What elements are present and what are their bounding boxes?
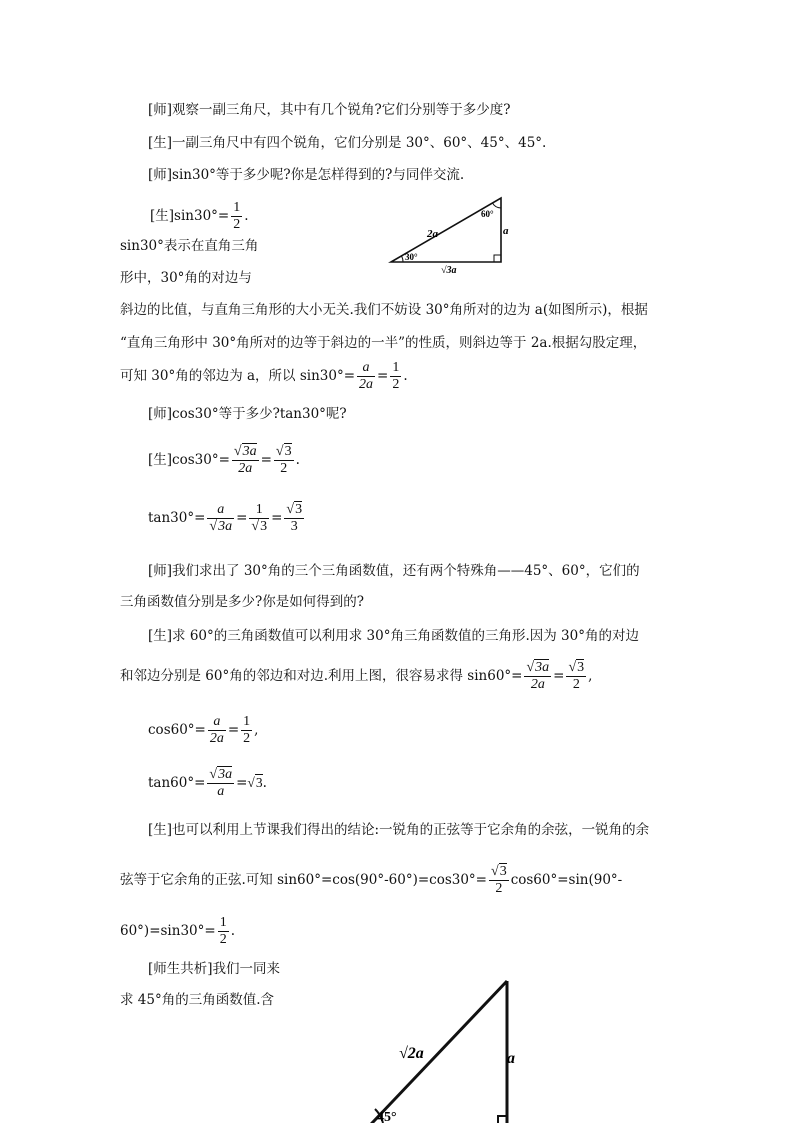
- denominator: 3: [284, 518, 304, 535]
- fraction-half: [218, 915, 229, 948]
- label-hyp: 2a: [427, 228, 438, 240]
- fraction-root3-over-3: $\frac{√3}{3}$: [286, 502, 303, 534]
- paragraph-line: 求 45°角的三角函数值.含: [120, 992, 275, 1008]
- numerator: 1: [233, 200, 241, 215]
- statement-text: [生]cos30°=: [148, 452, 230, 468]
- student-answer-complement: [生]也可以利用上节课我们得出的结论:一锐角的正弦等于它余角的余弦，一锐角的余: [148, 822, 650, 838]
- paragraph-line: 形中，30°角的对边与: [120, 270, 252, 286]
- numerator: a: [217, 502, 225, 517]
- statement-text: 和邻边分别是 60°角的邻边和对边.利用上图，很容易求得 sin60°=: [120, 668, 523, 684]
- label-angle-60: 60°: [481, 209, 494, 219]
- paragraph-line: “直角三角形中 30°角所对的边等于斜边的一半”的性质，则斜边等于 2a.根据勾股定理，: [120, 335, 647, 351]
- fraction-root3-over-2: $\frac{√3}{2}$: [491, 864, 507, 896]
- tan30-answer: tan30°= $\frac{a}{√3a}$ = $\frac{1}{√3}$ = $\frac{√3}{3}$: [148, 502, 303, 534]
- period: .: [295, 452, 300, 468]
- label-angle-30: 30°: [405, 252, 418, 262]
- radicand: 3a: [218, 519, 233, 534]
- denominator: 2: [243, 731, 251, 746]
- student-answer-60: [生]求 60°的三角函数值可以利用求 30°角三角函数值的三角形.因为 30°角的对边: [148, 628, 639, 644]
- period: .: [230, 923, 235, 939]
- numerator: a: [362, 360, 370, 375]
- radicand: 3: [284, 444, 292, 459]
- cos60-derivation: cos60°= $\frac{a}{2a}$ = $\frac{1}{2}$ ,: [148, 714, 259, 746]
- fraction-root3a-over-2a: $\frac{√3a}{2a}$: [233, 444, 257, 476]
- fraction-half: [231, 200, 242, 233]
- statement-text: cos60°=: [148, 722, 206, 738]
- statement-text: 弦等于它余角的正弦.可知 sin60°=cos(90°-60°)=cos30°=: [120, 872, 487, 888]
- paragraph-line: 三角函数值分别是多少?你是如何得到的?: [120, 594, 364, 610]
- denominator: 2: [566, 676, 586, 693]
- student-answer-sin30: [150, 200, 249, 233]
- radicand: 3: [499, 864, 507, 879]
- tan60-derivation: tan60°= $\frac{√3a}{a}$ =√3.: [148, 767, 267, 799]
- statement-text: [生]sin30°=: [150, 208, 230, 224]
- fraction-root3-over-2: $\frac{√3}{2}$: [568, 660, 585, 692]
- triangle-30-60-figure: [385, 192, 510, 274]
- teacher-question-1: [师]观察一副三角尺，其中有几个锐角?它们分别等于多少度?: [148, 102, 511, 118]
- fraction-a-over-root3a: $\frac{a}{√3a}$: [209, 502, 233, 534]
- label-angle-45: 45°: [377, 1110, 397, 1123]
- statement-text: tan60°=: [148, 775, 206, 791]
- period: .: [244, 208, 249, 224]
- label-opp: a: [503, 225, 509, 237]
- radicand: 3a: [242, 444, 257, 459]
- radicand: 3a: [218, 767, 233, 782]
- paragraph-line: 斜边的比值，与直角三角形的大小无关.我们不妨设 30°角所对的边为 a(如图所示)，根据: [120, 302, 648, 318]
- sin30-derivation: 可知 30°角的邻边为 a，所以 sin30°= $\frac{a}{2a}$ = $\frac{1}{2}$ .: [120, 360, 408, 392]
- denominator: 2: [233, 217, 241, 232]
- label-adj: √3a: [441, 265, 457, 274]
- teacher-question-2: [师]sin30°等于多少呢?你是怎样得到的?与同伴交流.: [148, 167, 465, 183]
- triangle-45-figure: [355, 975, 525, 1123]
- cos30-answer: [生]cos30°= $\frac{√3a}{2a}$ = $\frac{√3}{2}$ .: [148, 444, 300, 476]
- numerator: 1: [392, 360, 400, 375]
- fraction-a-over-2a: [357, 360, 375, 393]
- fraction-root3a-over-a: $\frac{√3a}{a}$: [209, 767, 233, 799]
- numerator: 1: [243, 714, 251, 729]
- complement-derivation-cont: [120, 915, 235, 948]
- denominator: 2a: [209, 731, 224, 746]
- denominator: 2a: [524, 676, 551, 693]
- numerator: a: [213, 714, 221, 729]
- fraction-half: [390, 360, 401, 393]
- fraction-root3-over-2: $\frac{√3}{2}$: [275, 444, 292, 476]
- teacher-question-3: [师]cos30°等于多少?tan30°呢?: [148, 406, 347, 422]
- numerator: 1: [219, 915, 227, 930]
- statement-text: cos60°=sin(90°-: [510, 872, 623, 888]
- comma: ,: [588, 668, 593, 684]
- comma: ,: [254, 722, 259, 738]
- label-hyp: √2a: [399, 1045, 424, 1062]
- fraction-a-over-2a: [208, 714, 226, 747]
- student-answer-1: [生]一副三角尺中有四个锐角，它们分别是 30°、60°、45°、45°.: [148, 135, 547, 151]
- paragraph-line: sin30°表示在直角三角: [120, 238, 259, 254]
- radicand: 3: [260, 519, 268, 534]
- teacher-student-analysis: [师生共析]我们一同来: [148, 961, 281, 977]
- denominator: a: [207, 783, 234, 800]
- teacher-question-4: [师]我们求出了 30°角的三个三角函数值，还有两个特殊角——45°、60°，它们的: [148, 563, 640, 579]
- fraction-root3a-over-2a: $\frac{√3a}{2a}$: [526, 660, 550, 692]
- statement-text: 可知 30°角的邻边为 a，所以 sin30°=: [120, 368, 356, 384]
- denominator: 2: [392, 377, 400, 392]
- statement-text: 60°)=sin30°=: [120, 923, 216, 939]
- radicand: 3: [577, 660, 585, 675]
- fraction-half: [241, 714, 252, 747]
- denominator: 2a: [359, 377, 374, 392]
- fraction-1-over-root3: $\frac{1}{√3}$: [251, 502, 268, 534]
- radicand: 3a: [535, 660, 550, 675]
- denominator: 2: [274, 460, 294, 477]
- denominator: 2: [489, 880, 509, 897]
- denominator: 2a: [232, 460, 259, 477]
- numerator: 1: [255, 502, 263, 517]
- statement-text: tan30°=: [148, 510, 206, 526]
- complement-derivation: [120, 864, 622, 897]
- root3: √3: [247, 775, 263, 790]
- radicand: 3: [295, 502, 303, 517]
- period: .: [403, 368, 408, 384]
- label-opp: a: [507, 1050, 515, 1067]
- radicand: 3: [255, 775, 263, 790]
- sin60-derivation: 和邻边分别是 60°角的邻边和对边.利用上图，很容易求得 sin60°= $\frac{√3a}{2a}$ = $\frac{√3}{2}$ ,: [120, 660, 593, 692]
- period: .: [262, 775, 267, 791]
- denominator: 2: [219, 932, 227, 947]
